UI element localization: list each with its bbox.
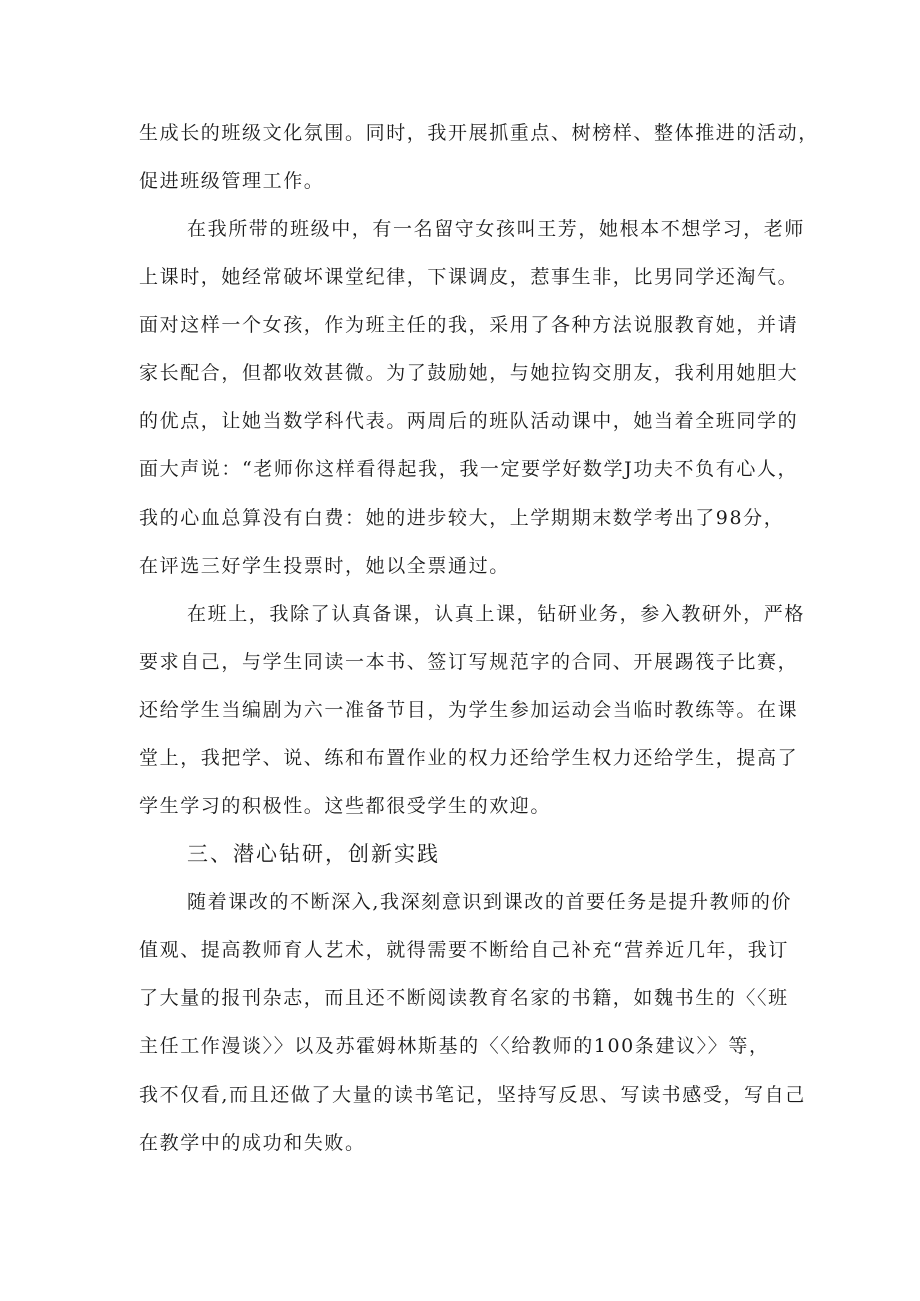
paragraph-line: 的优点，让她当数学科代表。两周后的班队活动课中，她当着全班同学的 <box>139 410 799 432</box>
paragraph-line: 了大量的报刊杂志，而且还不断阅读教育名家的书籍，如魏书生的〈〈班 <box>139 987 789 1009</box>
paragraph-line: 在我所带的班级中，有一名留守女孩叫王芳，她根本不想学习，老师 <box>187 218 806 240</box>
paragraph-line: 在教学中的成功和失败。 <box>139 1132 366 1154</box>
paragraph-line: 我不仅看,而且还做了大量的读书笔记，坚持写反思、写读书感受，写自己 <box>139 1084 806 1106</box>
paragraph-line: 上课时，她经常破坏课堂纪律，下课调皮，惹事生非，比男同学还淘气。 <box>139 266 799 288</box>
paragraph-line: 学生学习的积极性。这些都很受学生的欢迎。 <box>139 795 552 817</box>
paragraph-line: 值观、提高教师育人艺术，就得需要不断给自己补充“营养近几年，我订 <box>139 939 789 961</box>
paragraph-line: 堂上，我把学、说、练和布置作业的权力还给学生权力还给学生，提高了 <box>139 747 799 769</box>
paragraph-line: 在评选三好学生投票时，她以全票通过。 <box>139 555 510 577</box>
paragraph-line: 还给学生当编剧为六一准备节目，为学生参加运动会当临时教练等。在课 <box>139 699 799 721</box>
paragraph-line: 生成长的班级文化氛围。同时，我开展抓重点、树榜样、整体推进的活动， <box>139 122 819 144</box>
section-heading: 三、潜心钻研，创新实践 <box>187 842 440 866</box>
paragraph-line: 随着课改的不断深入,我深刻意识到课改的首要任务是提升教师的价 <box>187 891 793 913</box>
paragraph-line: 要求自己，与学生同读一本书、签订写规范字的合同、开展踢筏子比赛， <box>139 651 799 673</box>
paragraph-line: 促进班级管理工作。 <box>139 170 325 192</box>
paragraph-line: 我的心血总算没有白费：她的进步较大，上学期期末数学考出了98分， <box>139 507 785 529</box>
paragraph-line: 面大声说：“老师你这样看得起我，我一定要学好数学J功夫不负有心人， <box>139 458 799 480</box>
paragraph-line: 面对这样一个女孩，作为班主任的我，采用了各种方法说服教育她，并请 <box>139 314 799 336</box>
paragraph-line: 主任工作漫谈〉〉以及苏霍姆林斯基的〈〈给教师的100条建议〉〉等， <box>139 1035 770 1057</box>
paragraph-line: 家长配合，但都收效甚微。为了鼓励她，与她拉钩交朋友，我利用她胆大 <box>139 362 799 384</box>
paragraph-line: 在班上，我除了认真备课，认真上课，钻研业务，参入教研外，严格 <box>187 603 806 625</box>
